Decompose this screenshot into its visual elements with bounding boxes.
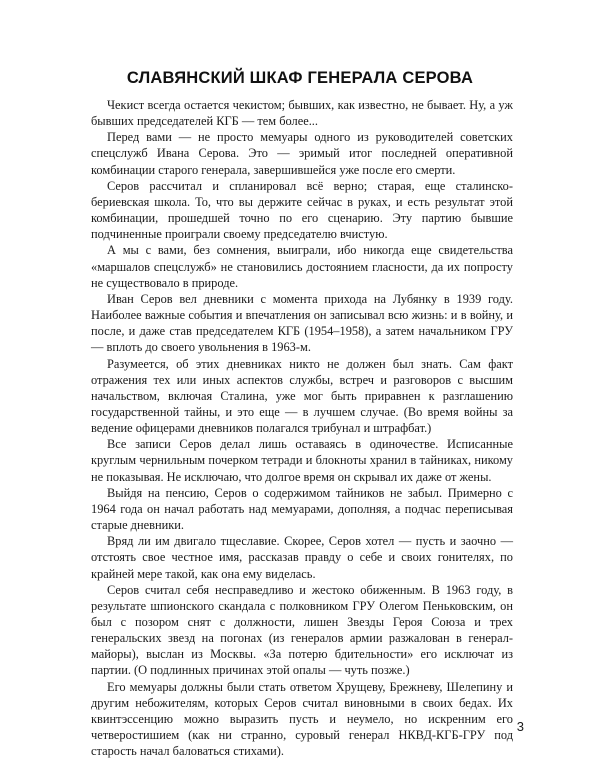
paragraph: Перед вами — не просто мемуары одного из руководителей советских спецслужб Ивана Серова. Это — эримый итог последней оперативной комбинации старого генерала, завершившейся уже после его смерти.: [91, 130, 513, 177]
paragraph: Выйдя на пенсию, Серов о содержимом тайников не забыл. Примерно с 1964 года он начал работать над мемуарами, дополняя, а подчас переписывая старые дневники.: [91, 485, 513, 533]
paragraph: Чекист всегда остается чекистом; бывших, как известно, не бывает. Ну, а уж бывших председателей КГБ — тем более...: [91, 98, 513, 129]
paragraph: Вряд ли им двигало тщеславие. Скорее, Серов хотел — пусть и заочно — отстоять свое честное имя, рассказав правду о себе и своих гонителях, по крайней мере такой, как она ему виделась.: [91, 534, 513, 581]
paragraph: Разумеется, об этих дневниках никто не должен был знать. Сам факт отражения тех или иных аспектов службы, встреч и разговоров с высшим начальством, включая Сталина, уже мог быть приравнен к разглашению государственной тайны, и это еще — в лучшем случае. (Во время войны за ведение офицерами дневников полагался трибунал и штрафбат.): [91, 356, 513, 436]
paragraph: Иван Серов вел дневники с момента прихода на Лубянку в 1939 году. Наиболее важные события и впечатления он записывал всю жизнь: и в войну, и после, и даже став председателем КГБ (1954–1958), а затем начальником ГРУ — вплоть до своего увольнения в 1963-м.: [91, 291, 513, 355]
paragraph: Серов рассчитал и спланировал всё верно; старая, еще сталинско-бериевская школа. То, что вы держите сейчас в руках, и есть результат этой комбинации, прошедшей точно по его сценарию. Эту партию бывшие подчиненные проиграли своему председателю вчистую.: [91, 178, 513, 242]
body-text: [91, 97, 513, 759]
paragraph: А мы с вами, без сомнения, выиграли, ибо никогда еще свидетельства «маршалов спецслужб» не становились достоянием гласности, да их попросту не существовало в природе.: [91, 243, 513, 290]
paragraph: Его мемуары должны были стать ответом Хрущеву, Брежневу, Шелепину и другим небожителям, которых Серов считал виновными в своих бедах. Их квинтэссенцию можно выразить пусть и неумело, но искренним его четверостишием (как ни странно, суровый генерал НКВД-КГБ-ГРУ под старость начал баловаться стихами).: [91, 679, 513, 759]
paragraph: Серов считал себя несправедливо и жестоко обиженным. В 1963 году, в результате шпионского скандала с полковником ГРУ Олегом Пеньковским, он был с позором снят с должности, лишен Звезды Героя Союза и трех генеральских звезд на погонах (из генералов армии разжалован в генерал-майоры), выслан из Москвы. «За потерю бдительности» его исключат из партии. (О подлинных причинах этой опалы — чуть позже.): [91, 582, 513, 678]
paragraph: Все записи Серов делал лишь оставаясь в одиночестве. Исписанные круглым чернильным почерком тетради и блокноты хранил в тайниках, никому не показывая. Не исключаю, что долгое время он скрывал их даже от жены.: [91, 437, 513, 484]
chapter-title: СЛАВЯНСКИЙ ШКАФ ГЕНЕРАЛА СЕРОВА: [126, 69, 474, 87]
page-number: 3: [516, 719, 524, 734]
